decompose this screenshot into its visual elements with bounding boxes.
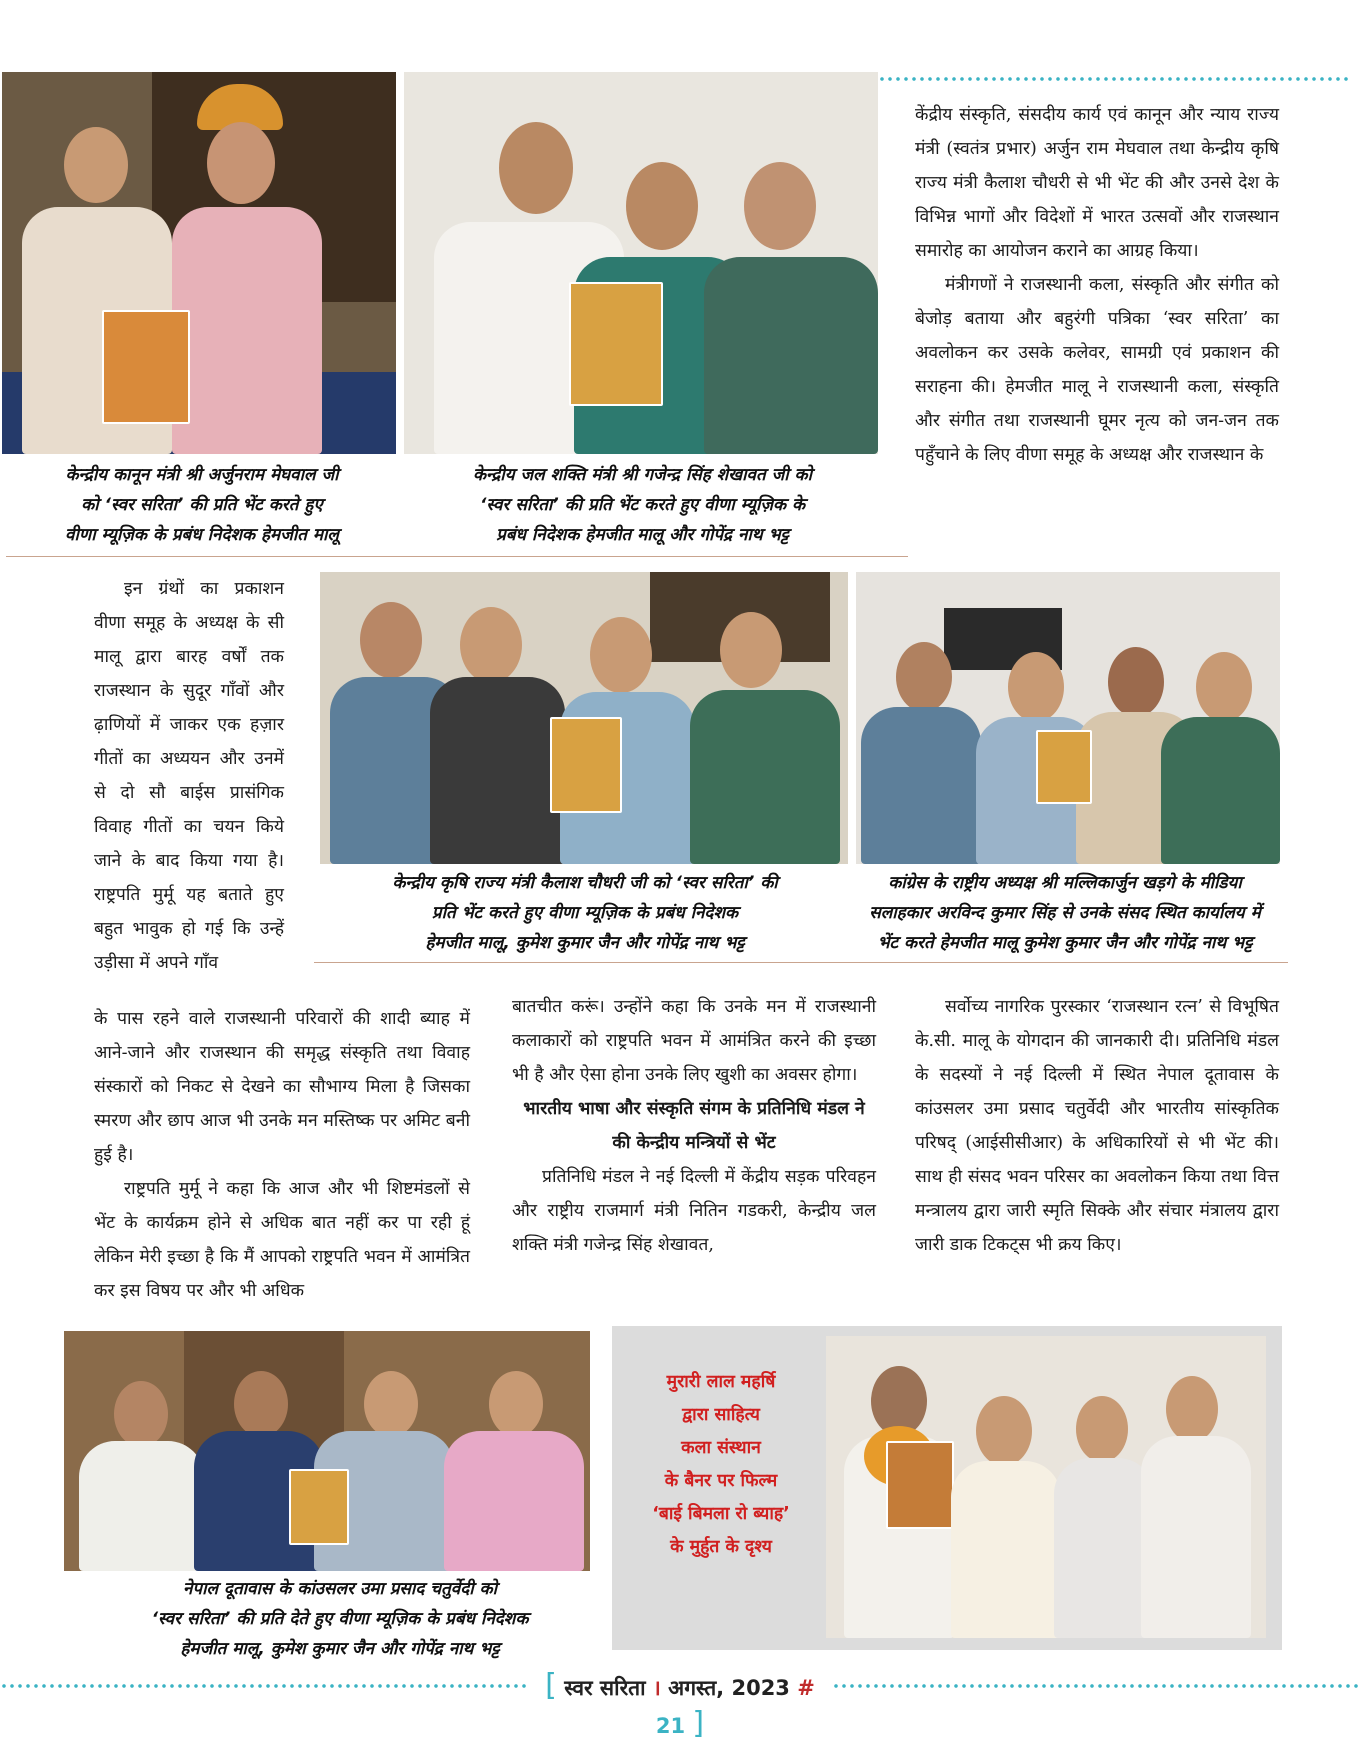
photo-meghwal: [2, 72, 396, 454]
caption-line: प्रबंध निदेशक हेमजीत मालू और गोपेंद्र नाथ भट्ट: [496, 525, 789, 545]
page-footer: [530, 1668, 830, 1741]
footer-bracket-open-icon: [: [545, 1668, 557, 1703]
caption-line: केन्द्रीय कानून मंत्री श्री अर्जुनराम मेघवाल जी: [65, 465, 339, 485]
caption-line: केन्द्रीय कृषि राज्य मंत्री कैलाश चौधरी जी को ‘स्वर सरिता’ की: [392, 873, 778, 893]
article-column-1: [94, 1002, 470, 1308]
footer-dotted-rule-right: [832, 1684, 1360, 1688]
film-muhurat-promo-box: [612, 1326, 1282, 1650]
paragraph: बातचीत करूं। उन्होंने कहा कि उनके मन में राजस्थानी कलाकारों को राष्ट्रपति भवन में आमंत्रित करने की इच्छा भी है और ऐसा होना उनके लिए खुशी का अवसर होगा।: [512, 997, 876, 1085]
photo-arvind-kumar-singh: [856, 572, 1280, 864]
caption-line: वीणा म्यूज़िक के प्रबंध निदेशक हेमजीत मालू: [65, 525, 339, 545]
footer-dotted-rule-left: [0, 1684, 528, 1688]
promo-line: कला संस्थान: [681, 1438, 761, 1458]
promo-line: ‘बाई बिमला रो ब्याह’: [652, 1504, 790, 1524]
caption-photo-kailash-choudhary: [322, 868, 848, 958]
caption-line: कांग्रेस के राष्ट्रीय अध्यक्ष श्री मल्लिकार्जुन खड़गे के मीडिया: [888, 873, 1242, 893]
caption-line: को ‘स्वर सरिता’ की प्रति भेंट करते हुए: [81, 495, 323, 515]
photo-nepal-embassy: [64, 1331, 590, 1571]
caption-line: सलाहकार अरविन्द कुमार सिंह से उनके संसद स्थित कार्यालय में: [869, 903, 1261, 923]
caption-photo-arvind-kumar-singh: [830, 868, 1300, 958]
photo-film-muhurat: [826, 1336, 1266, 1638]
caption-line: केन्द्रीय जल शक्ति मंत्री श्री गजेन्द्र सिंह शेखावत जी को: [472, 465, 813, 485]
article-top-right-column: [915, 98, 1279, 472]
caption-line: ‘स्वर सरिता’ की प्रति देते हुए वीणा म्यूज़िक के प्रबंध निदेशक: [151, 1609, 529, 1629]
promo-line: द्वारा साहित्य: [682, 1405, 760, 1425]
caption-photo-meghwal: [12, 460, 392, 550]
caption-photo-nepal-embassy: [90, 1574, 590, 1664]
paragraph: केंद्रीय संस्कृति, संसदीय कार्य एवं कानून और न्याय राज्य मंत्री (स्वतंत्र प्रभार) अर्जुन राम मेघवाल तथा केन्द्रीय कृषि राज्य मंत्री कैलाश चौधरी से भी भेंट की और उनसे देश के विभिन्न भागों और विदेशों में भारत उत्सवों और राजस्थान समारोह का आयोजन कराने का आग्रह किया।: [915, 105, 1279, 261]
paragraph: इन ग्रंथों का प्रकाशन वीणा समूह के अध्यक्ष के सी मालू द्वारा बारह वर्षों तक राजस्थान के सुदूर गाँवों और ढ़ाणियों में जाकर एक हज़ार गीतों का अध्ययन और उनमें से दो सौ बाईस प्रासंगिक विवाह गीतों का चयन किये जाने के बाद किया गया है। राष्ट्रपति मुर्मू यह बताते हुए बहुत भावुक हो गई कि उन्हें उड़ीसा में अपने गाँव: [94, 579, 284, 973]
footer-hash: #: [797, 1676, 815, 1700]
footer-separator: ।: [652, 1676, 661, 1700]
caption-line: भेंट करते हेमजीत मालू कुमेश कुमार जैन और गोपेंद्र नाथ भट्ट: [877, 933, 1253, 953]
footer-page-number: 21: [655, 1714, 686, 1738]
paragraph: सर्वोच्य नागरिक पुरस्कार ‘राजस्थान रत्न’ से विभूषित के.सी. मालू के योगदान की जानकारी दी। प्रतिनिधि मंडल के सदस्यों ने नई दिल्ली में स्थित नेपाल दूतावास के कांउसलर उमा प्रसाद चतुर्वेदी और भारतीय सांस्कृतिक परिषद् (आईसीसीआर) के अधिकारियों से भी भेंट की। साथ ही संसद भवन परिसर का अवलोकन किया तथा वित्त मन्त्रालय द्वारा जारी स्मृति सिक्के और संचार मंत्रालय द्वारा जारी डाक टिकट्स भी क्रय किए।: [915, 997, 1279, 1255]
paragraph: मंत्रीगणों ने राजस्थानी कला, संस्कृति और संगीत को बेजोड़ बताया और बहुरंगी पत्रिका ‘स्वर सरिता’ का अवलोकन कर उसके कलेवर, सामग्री एवं प्रकाशन की सराहना की। हेमजीत मालू ने राजस्थानी कला, संस्कृति और संगीत तथा राजस्थानी घूमर नृत्य को जन-जन तक पहुँचाने के लिए वीणा समूह के अध्यक्ष और राजस्थान के: [915, 275, 1279, 465]
caption-photo-shekhawat: [410, 460, 875, 550]
footer-magazine-name: स्वर सरिता: [564, 1676, 646, 1700]
section-subheading: भारतीय भाषा और संस्कृति संगम के प्रतिनिधि मंडल ने की केन्द्रीय मन्त्रियों से भेंट: [523, 1099, 865, 1153]
caption-line: नेपाल दूतावास के कांउसलर उमा प्रसाद चतुर्वेदी को: [182, 1579, 498, 1599]
section-divider-top: [6, 556, 908, 557]
promo-line: मुरारी लाल महर्षि: [666, 1372, 776, 1392]
caption-line: ‘स्वर सरिता’ की प्रति भेंट करते हुए वीणा म्यूज़िक के: [479, 495, 806, 515]
paragraph: प्रतिनिधि मंडल ने नई दिल्ली में केंद्रीय सड़क परिवहन और राष्ट्रीय राजमार्ग मंत्री नितिन गडकरी, केन्द्रीय जल शक्ति मंत्री गजेन्द्र सिंह शेखावत,: [512, 1167, 876, 1255]
caption-line: हेमजीत मालू, कुमेश कुमार जैन और गोपेंद्र नाथ भट्ट: [425, 933, 745, 953]
paragraph: राष्ट्रपति मुर्मू ने कहा कि आज और भी शिष्टमंडलों से भेंट के कार्यक्रम होने से अधिक बात नहीं कर पा रही हूं लेकिन मेरी इच्छा है कि मैं आपको राष्ट्रपति भवन में आमंत्रित कर इस विषय पर और भी अधिक: [94, 1179, 470, 1301]
promo-line: के मुर्हुत के दृश्य: [670, 1537, 772, 1557]
footer-issue-date: अगस्त, 2023: [668, 1676, 790, 1700]
photo-shekhawat: [404, 72, 878, 454]
article-column-2: [512, 990, 876, 1262]
top-dotted-rule: [878, 77, 1352, 81]
promo-line: के बैनर पर फिल्म: [664, 1471, 778, 1491]
promo-caption: [626, 1366, 816, 1564]
article-left-narrow-column: [94, 572, 284, 980]
footer-bracket-close-icon: ]: [692, 1706, 705, 1741]
caption-line: हेमजीत मालू, कुमेश कुमार जैन और गोपेंद्र नाथ भट्ट: [180, 1639, 500, 1659]
paragraph: के पास रहने वाले राजस्थानी परिवारों की शादी ब्याह में आने-जाने और राजस्थान की समृद्ध संस्कृति तथा विवाह संस्कारों को निकट से देखने का सौभाग्य मिला है जिसका स्मरण और छाप आज भी उनके मन मस्तिष्क पर अमिट बनी हुई है।: [94, 1009, 470, 1165]
section-divider-middle: [314, 962, 1288, 963]
article-column-3: [915, 990, 1279, 1262]
caption-line: प्रति भेंट करते हुए वीणा म्यूज़िक के प्रबंध निदेशक: [431, 903, 739, 923]
photo-kailash-choudhary: [320, 572, 848, 864]
